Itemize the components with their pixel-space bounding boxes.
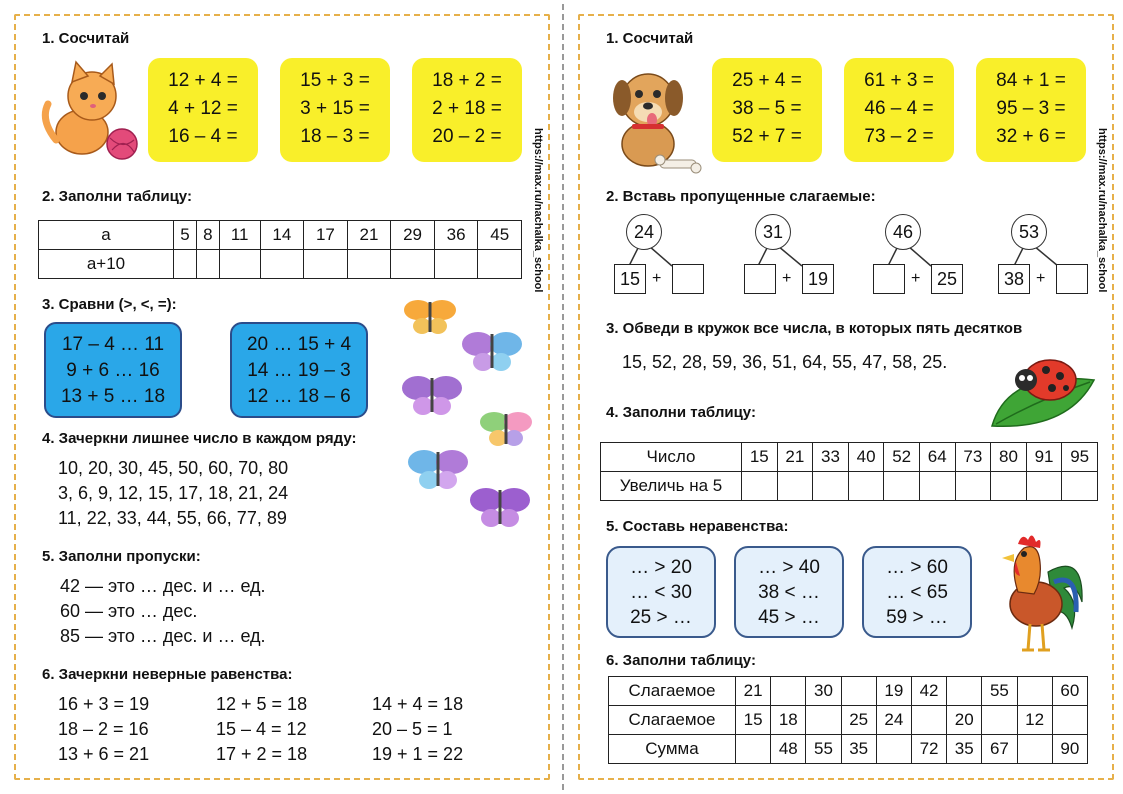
equality: 17 + 2 = 18 xyxy=(216,744,308,764)
task-1-title: 1. Сосчитай xyxy=(42,30,130,47)
number-row: 15, 52, 28, 59, 36, 51, 64, 55, 47, 58, 25. xyxy=(622,352,948,372)
count-box-2 xyxy=(280,58,390,162)
addend-box[interactable]: 19 xyxy=(802,264,834,294)
task-2-title: 2. Заполни таблицу: xyxy=(42,188,192,205)
compare-box-1 xyxy=(44,322,182,418)
table-cell: 8 xyxy=(196,221,219,250)
count-box-3 xyxy=(412,58,522,162)
task-3-title: 3. Сравни (>, <, =): xyxy=(42,296,177,313)
expression: 16 – 4 = xyxy=(168,126,238,147)
inequality: … < 65 xyxy=(886,582,948,603)
equality: 16 + 3 = 19 xyxy=(58,694,150,714)
inequality-box-2 xyxy=(734,546,844,638)
compare-expression: 13 + 5 … 18 xyxy=(60,386,166,407)
number-row: 3, 6, 9, 12, 15, 17, 18, 21, 24 xyxy=(58,483,289,503)
expression: 18 – 3 = xyxy=(300,126,370,147)
task-1-title: 1. Сосчитай xyxy=(606,30,694,47)
task-4-title: 4. Заполни таблицу: xyxy=(606,404,756,421)
right-worksheet xyxy=(578,14,1114,780)
answer-cell[interactable] xyxy=(1017,677,1052,706)
answer-cell[interactable] xyxy=(478,250,522,279)
table-cell: 55 xyxy=(806,735,841,764)
equality: 12 + 5 = 18 xyxy=(216,694,308,714)
expression: 12 + 4 = xyxy=(168,70,238,91)
table-cell: 80 xyxy=(991,443,1027,472)
table-cell: 64 xyxy=(919,443,955,472)
table-cell: 73 xyxy=(955,443,991,472)
compare-expression: 12 … 18 – 6 xyxy=(247,386,351,407)
answer-cell[interactable] xyxy=(777,472,813,501)
task-5-title: 5. Заполни пропуски: xyxy=(42,548,201,565)
table-cell: 5 xyxy=(174,221,197,250)
answer-cell[interactable] xyxy=(841,677,876,706)
expression: 3 + 15 = xyxy=(300,98,370,119)
equality: 19 + 1 = 22 xyxy=(372,744,464,764)
answer-cell[interactable] xyxy=(304,250,348,279)
table-cell: 55 xyxy=(982,677,1017,706)
expression: 4 + 12 = xyxy=(168,98,238,119)
plus-sign: + xyxy=(1036,270,1046,287)
answer-cell[interactable] xyxy=(947,677,982,706)
table-cell: 36 xyxy=(434,221,478,250)
answer-cell[interactable] xyxy=(1026,472,1062,501)
task-6-title: 6. Зачеркни неверные равенства: xyxy=(42,666,293,683)
row-label: Слагаемое xyxy=(609,677,736,706)
plus-sign: + xyxy=(782,270,792,287)
inequality: 59 > … xyxy=(886,607,948,628)
fill-line: 42 — это … дес. и … ед. xyxy=(60,576,266,596)
answer-cell[interactable] xyxy=(848,472,884,501)
expression: 38 – 5 = xyxy=(732,98,802,119)
expression: 2 + 18 = xyxy=(432,98,502,119)
compare-box-2 xyxy=(230,322,368,418)
answer-cell[interactable] xyxy=(813,472,849,501)
plus-sign: + xyxy=(652,270,662,287)
answer-cell[interactable] xyxy=(1062,472,1098,501)
expression: 25 + 4 = xyxy=(732,70,802,91)
table-row xyxy=(601,443,1098,472)
table-row xyxy=(609,735,1088,764)
equality: 14 + 4 = 18 xyxy=(372,694,464,714)
answer-cell[interactable] xyxy=(434,250,478,279)
inequality: 45 > … xyxy=(758,607,820,628)
answer-cell[interactable] xyxy=(347,250,391,279)
left-worksheet xyxy=(14,14,550,780)
addend-box[interactable]: 15 xyxy=(614,264,646,294)
table-cell: Увеличь на 5 xyxy=(601,472,742,501)
fill-table xyxy=(38,220,522,279)
answer-cell[interactable] xyxy=(742,472,778,501)
number-row: 10, 20, 30, 45, 50, 60, 70, 80 xyxy=(58,458,289,478)
table-cell: 20 xyxy=(947,706,982,735)
compare-expression: 14 … 19 – 3 xyxy=(247,360,351,381)
fill-line: 60 — это … дес. xyxy=(60,601,198,621)
table-cell: 91 xyxy=(1026,443,1062,472)
table-cell: 15 xyxy=(742,443,778,472)
table-cell: 29 xyxy=(391,221,435,250)
table-cell: 40 xyxy=(848,443,884,472)
answer-cell[interactable] xyxy=(876,735,911,764)
expression: 52 + 7 = xyxy=(732,126,802,147)
sum-circle: 46 xyxy=(885,214,921,250)
task-2-title: 2. Вставь пропущенные слагаемые: xyxy=(606,188,876,205)
watermark-url: https://max.ru/nachalka_school xyxy=(1096,128,1108,293)
expression: 61 + 3 = xyxy=(864,70,934,91)
ladybug-picture xyxy=(988,350,1104,432)
addend-box[interactable] xyxy=(873,264,905,294)
answer-cell[interactable] xyxy=(391,250,435,279)
table-cell: 21 xyxy=(777,443,813,472)
table-cell: 21 xyxy=(347,221,391,250)
task-5-title: 5. Составь неравенства: xyxy=(606,518,789,535)
table-cell: 11 xyxy=(219,221,260,250)
table-row xyxy=(601,472,1098,501)
sum-circle: 31 xyxy=(755,214,791,250)
task-3-title: 3. Обведи в кружок все числа, в которых пять десятков xyxy=(606,320,1023,337)
table-row xyxy=(39,221,522,250)
expression: 73 – 2 = xyxy=(864,126,934,147)
table-cell: 35 xyxy=(947,735,982,764)
inequality: … > 60 xyxy=(886,557,948,578)
watermark-url: https://max.ru/nachalka_school xyxy=(532,128,544,293)
expression: 46 – 4 = xyxy=(864,98,934,119)
answer-cell[interactable] xyxy=(884,472,920,501)
table-cell: а xyxy=(39,221,174,250)
table-cell: 60 xyxy=(1052,677,1087,706)
table-cell: 21 xyxy=(736,677,771,706)
answer-cell[interactable] xyxy=(1017,735,1052,764)
answer-cell[interactable] xyxy=(991,472,1027,501)
table-row xyxy=(609,677,1088,706)
table-cell: 90 xyxy=(1052,735,1087,764)
inequality: … < 30 xyxy=(630,582,692,603)
table-cell: 19 xyxy=(876,677,911,706)
inequality: 25 > … xyxy=(630,607,692,628)
table-row xyxy=(39,250,522,279)
table-cell: а+10 xyxy=(39,250,174,279)
table-cell: 95 xyxy=(1062,443,1098,472)
number-row: 11, 22, 33, 44, 55, 66, 77, 89 xyxy=(58,508,287,528)
expression: 15 + 3 = xyxy=(300,70,370,91)
table-cell: 72 xyxy=(911,735,946,764)
cut-line xyxy=(562,4,564,790)
inequality-box-3 xyxy=(862,546,972,638)
table-cell: 35 xyxy=(841,735,876,764)
increase-table xyxy=(600,442,1098,501)
answer-cell[interactable] xyxy=(219,250,260,279)
task-4-title: 4. Зачеркни лишнее число в каждом ряду: xyxy=(42,430,357,447)
answer-cell[interactable] xyxy=(982,706,1017,735)
table-cell: 24 xyxy=(876,706,911,735)
table-row xyxy=(609,706,1088,735)
sum-circle: 24 xyxy=(626,214,662,250)
task-6-title: 6. Заполни таблицу: xyxy=(606,652,756,669)
sum-circle: 53 xyxy=(1011,214,1047,250)
answer-cell[interactable] xyxy=(736,735,771,764)
table-cell: 25 xyxy=(841,706,876,735)
table-cell: 17 xyxy=(304,221,348,250)
inequality: … > 40 xyxy=(758,557,820,578)
count-box-1 xyxy=(148,58,258,162)
table-cell: 52 xyxy=(884,443,920,472)
rooster-picture xyxy=(988,532,1088,656)
row-label: Сумма xyxy=(609,735,736,764)
expression: 20 – 2 = xyxy=(432,126,502,147)
kitten-picture xyxy=(34,60,144,164)
expression: 32 + 6 = xyxy=(996,126,1066,147)
addend-box[interactable]: 38 xyxy=(998,264,1030,294)
answer-cell[interactable] xyxy=(174,250,197,279)
table-cell: Число xyxy=(601,443,742,472)
expression: 95 – 3 = xyxy=(996,98,1066,119)
inequality-box-1 xyxy=(606,546,716,638)
butterflies-picture xyxy=(400,294,530,530)
addend-box[interactable]: 25 xyxy=(931,264,963,294)
answer-cell[interactable] xyxy=(196,250,219,279)
answer-cell[interactable] xyxy=(771,677,806,706)
expression: 18 + 2 = xyxy=(432,70,502,91)
answer-cell[interactable] xyxy=(919,472,955,501)
equality: 15 – 4 = 12 xyxy=(216,719,307,739)
compare-expression: 17 – 4 … 11 xyxy=(61,334,165,355)
answer-cell[interactable] xyxy=(1052,706,1087,735)
table-cell: 15 xyxy=(736,706,771,735)
inequality: 38 < … xyxy=(758,582,820,603)
table-cell: 45 xyxy=(478,221,522,250)
table-cell: 18 xyxy=(771,706,806,735)
table-cell: 33 xyxy=(813,443,849,472)
answer-cell[interactable] xyxy=(955,472,991,501)
table-cell: 48 xyxy=(771,735,806,764)
plus-sign: + xyxy=(911,270,921,287)
compare-expression: 9 + 6 … 16 xyxy=(66,360,160,381)
answer-cell[interactable] xyxy=(260,250,304,279)
table-cell: 30 xyxy=(806,677,841,706)
table-cell: 14 xyxy=(260,221,304,250)
answer-cell[interactable] xyxy=(911,706,946,735)
fill-line: 85 — это … дес. и … ед. xyxy=(60,626,266,646)
sum-table xyxy=(608,676,1088,764)
table-cell: 12 xyxy=(1017,706,1052,735)
equality: 18 – 2 = 16 xyxy=(58,719,149,739)
equality: 20 – 5 = 1 xyxy=(372,719,453,739)
row-label: Слагаемое xyxy=(609,706,736,735)
addend-box[interactable] xyxy=(1056,264,1088,294)
equality: 13 + 6 = 21 xyxy=(58,744,150,764)
answer-cell[interactable] xyxy=(806,706,841,735)
inequality: … > 20 xyxy=(630,557,692,578)
table-cell: 67 xyxy=(982,735,1017,764)
table-cell: 42 xyxy=(911,677,946,706)
addend-box[interactable] xyxy=(672,264,704,294)
expression: 84 + 1 = xyxy=(996,70,1066,91)
addend-box[interactable] xyxy=(744,264,776,294)
compare-expression: 20 … 15 + 4 xyxy=(246,334,352,355)
